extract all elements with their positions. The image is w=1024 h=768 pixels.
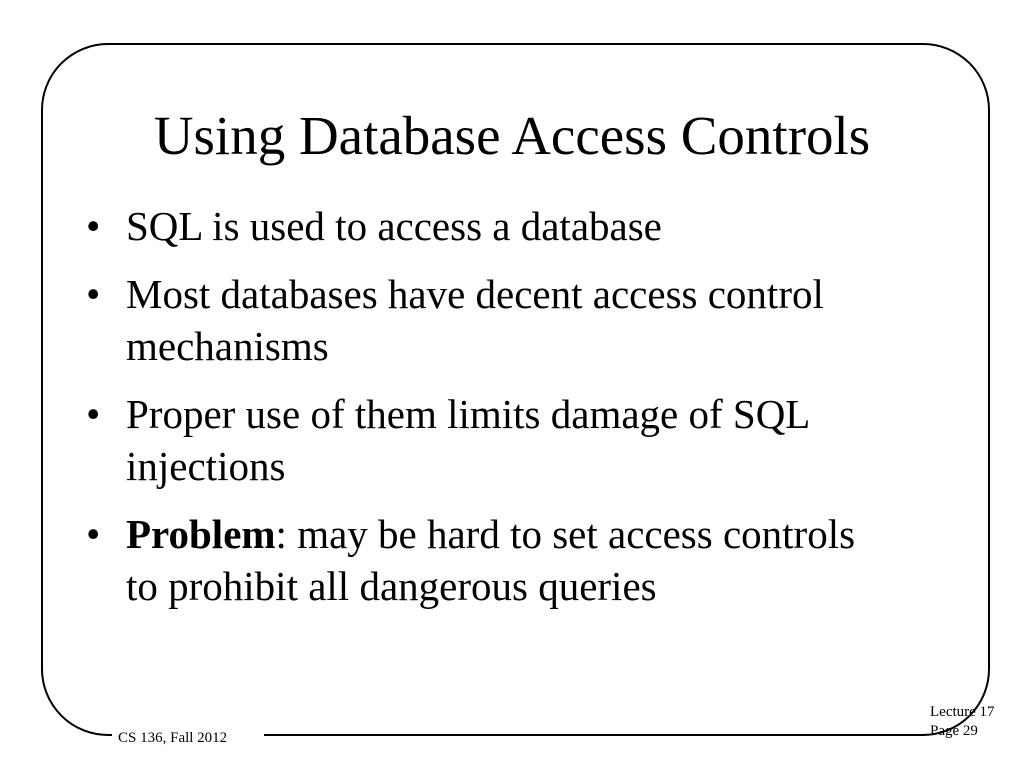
bullet-text: Proper use of them limits damage of SQL injections: [126, 391, 809, 489]
lecture-number: Lecture 17: [930, 704, 995, 720]
bullet-text: SQL is used to access a database: [126, 203, 662, 249]
lecture-page-footer: [930, 703, 995, 741]
bullet-list: [84, 200, 884, 628]
bullet-lead-bold: Problem: [126, 511, 276, 557]
slide-title: Using Database Access Controls: [153, 105, 871, 166]
bullet-item: [84, 388, 884, 492]
bullet-text: : may be hard to set access controls to prohibit all dangerous queries: [126, 511, 856, 609]
page-number: Page 29: [930, 723, 978, 739]
course-footer: CS 136, Fall 2012: [118, 730, 228, 746]
bullet-item: [84, 508, 884, 612]
bullet-item: [84, 268, 884, 372]
bullet-item: [84, 200, 884, 252]
bullet-text: Most databases have decent access control mechanisms: [126, 271, 824, 369]
